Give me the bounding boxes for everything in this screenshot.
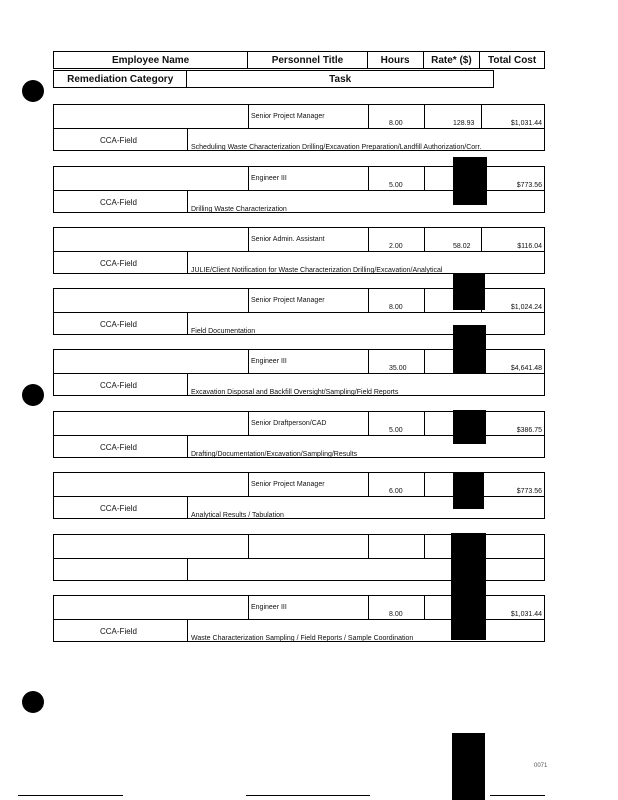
task-description: JULIE/Client Notification for Waste Characterization Drilling/Excavation/Analytical [191,267,443,274]
redaction-block [451,533,486,640]
task-description: Excavation Disposal and Backfill Oversight/Sampling/Field Reports [191,389,399,396]
total-cost-value: $1,031.44 [510,611,542,618]
personnel-title: Engineer III [251,358,287,365]
hours-value: 5.00 [389,182,403,189]
page-stamp: 0071 [534,763,548,769]
personnel-title: Senior Draftperson/CAD [251,420,327,427]
total-cost-value: $773.56 [516,488,542,495]
hours-value: 6.00 [389,488,403,495]
hours-value: 8.00 [389,304,403,311]
header-personnel-title: Personnel Title [248,52,368,68]
total-cost-value: $116.04 [517,243,542,250]
total-cost-value: $773.56 [516,182,542,189]
header-task: Task [329,73,352,85]
redaction-block [453,410,486,444]
remediation-category: CCA-Field [100,443,137,452]
rate-value: 128.93 [453,120,475,127]
redaction-block [453,472,484,509]
hours-value: 35.00 [389,365,407,372]
table-row [53,104,545,151]
header-remediation-category: Remediation Category [54,71,187,87]
remediation-category: CCA-Field [100,136,137,145]
personnel-title: Engineer III [251,175,287,182]
total-cost-value: $1,031.44 [510,120,542,127]
header-total-cost: Total Cost [488,54,537,66]
table-row [53,227,545,274]
hours-value: 5.00 [389,427,403,434]
header-rate: Rate* ($) [424,52,481,68]
footer-rule [18,795,123,796]
task-description: Field Documentation [191,328,256,335]
remediation-category: CCA-Field [100,504,137,513]
redaction-block [452,733,485,800]
task-description: Analytical Results / Tabulation [191,512,284,519]
remediation-category: CCA-Field [100,320,137,329]
binder-hole-top [22,80,44,102]
remediation-category: CCA-Field [100,381,137,390]
hours-value: 8.00 [389,120,403,127]
personnel-title: Senior Admin. Assistant [251,236,325,243]
hours-value: 2.00 [389,243,403,250]
task-description: Waste Characterization Sampling / Field Reports / Sample Coordination [191,635,414,642]
remediation-category: CCA-Field [100,627,137,636]
redaction-block [453,274,485,310]
total-cost-value: $4,641.48 [510,365,542,372]
remediation-category: CCA-Field [100,198,137,207]
total-cost-value: $1,024.24 [510,304,542,311]
binder-hole-bottom [22,691,44,713]
personnel-title: Engineer III [251,604,287,611]
rate-value: 58.02 [453,243,471,250]
remediation-category: CCA-Field [100,259,137,268]
redaction-block [453,325,486,373]
footer-rule [246,795,370,796]
task-description: Drilling Waste Characterization [191,206,287,213]
header-row-secondary [53,70,494,88]
task-description: Drafting/Documentation/Excavation/Sampling/Results [191,451,358,458]
personnel-title: Senior Project Manager [251,113,325,120]
total-cost-value: $386.75 [516,427,542,434]
header-hours: Hours [368,52,424,68]
task-description: Scheduling Waste Characterization Drilling/Excavation Preparation/Landfill Authorization/Corr. [191,144,482,151]
header-employee-name: Employee Name [54,52,248,68]
hours-value: 8.00 [389,611,403,618]
footer-rule [490,795,545,796]
personnel-title: Senior Project Manager [251,297,325,304]
header-row-primary [53,51,545,69]
personnel-title: Senior Project Manager [251,481,325,488]
redaction-block [453,157,487,205]
binder-hole-middle [22,384,44,406]
